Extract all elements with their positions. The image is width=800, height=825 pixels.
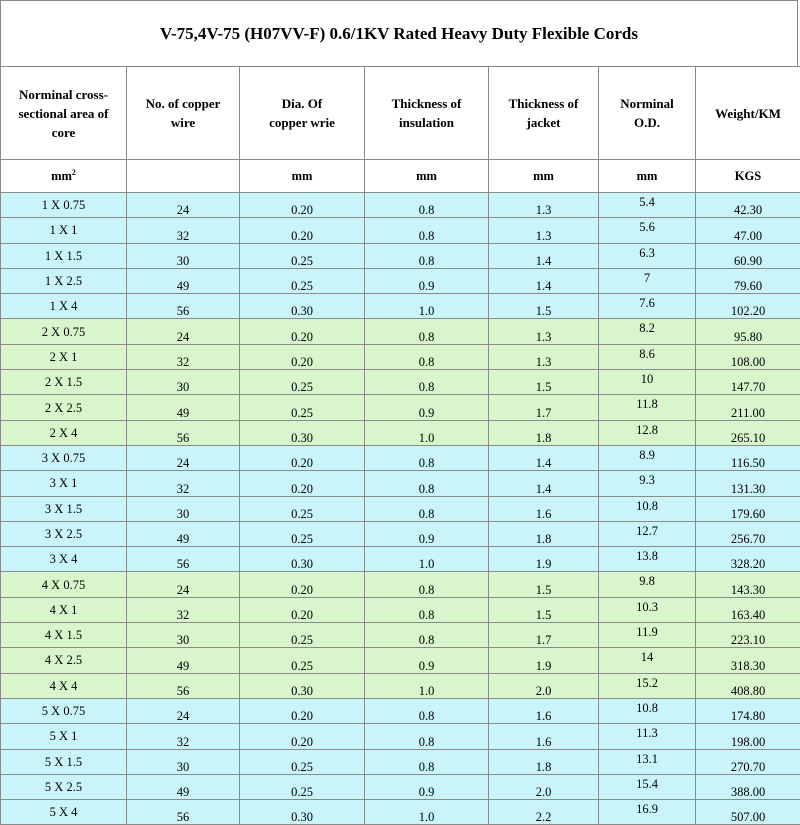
cell-insulation-thickness: 0.8 xyxy=(365,370,489,395)
cell-jacket-thickness: 1.8 xyxy=(489,521,599,546)
cell-cross-section: 1 X 1.5 xyxy=(1,243,127,268)
table-row xyxy=(1,344,800,369)
cell-weight: 79.60 xyxy=(696,268,800,293)
cell-jacket-thickness: 1.4 xyxy=(489,445,599,470)
cell-insulation-thickness: 0.8 xyxy=(365,724,489,749)
table-row xyxy=(1,521,800,546)
header-jacket-thickness: Thickness of jacket xyxy=(489,67,599,160)
cell-weight: 174.80 xyxy=(696,698,800,723)
cell-nominal-od: 15.4 xyxy=(599,774,696,799)
cell-nominal-od: 13.1 xyxy=(599,749,696,774)
table-row xyxy=(1,243,800,268)
cell-copper-wire-count: 49 xyxy=(127,648,240,673)
cell-nominal-od: 12.7 xyxy=(599,521,696,546)
cell-nominal-od: 10 xyxy=(599,370,696,395)
cell-jacket-thickness: 2.2 xyxy=(489,800,599,825)
table-row xyxy=(1,445,800,470)
cell-cross-section: 5 X 4 xyxy=(1,800,127,825)
cell-jacket-thickness: 1.4 xyxy=(489,471,599,496)
table-row xyxy=(1,774,800,799)
cell-copper-wire-count: 32 xyxy=(127,597,240,622)
cell-weight: 198.00 xyxy=(696,724,800,749)
cell-cross-section: 1 X 0.75 xyxy=(1,193,127,218)
cell-copper-wire-count: 30 xyxy=(127,496,240,521)
cell-nominal-od: 12.8 xyxy=(599,420,696,445)
cell-cross-section: 1 X 1 xyxy=(1,218,127,243)
cell-insulation-thickness: 0.8 xyxy=(365,496,489,521)
cell-copper-wire-diameter: 0.25 xyxy=(240,395,365,420)
cell-copper-wire-diameter: 0.25 xyxy=(240,370,365,395)
header-nominal-od: Norminal O.D. xyxy=(599,67,696,160)
cell-copper-wire-diameter: 0.20 xyxy=(240,597,365,622)
table-row xyxy=(1,749,800,774)
table-row xyxy=(1,572,800,597)
cell-copper-wire-count: 56 xyxy=(127,294,240,319)
table-row xyxy=(1,623,800,648)
header-weight: Weight/KM xyxy=(696,67,800,160)
table-title: V-75,4V-75 (H07VV-F) 0.6/1KV Rated Heavy Duty Flexible Cords xyxy=(0,0,798,66)
cell-weight: 265.10 xyxy=(696,420,800,445)
cell-cross-section: 4 X 1.5 xyxy=(1,623,127,648)
cell-copper-wire-count: 30 xyxy=(127,623,240,648)
cell-nominal-od: 7.6 xyxy=(599,294,696,319)
cell-copper-wire-count: 24 xyxy=(127,193,240,218)
cell-copper-wire-count: 30 xyxy=(127,243,240,268)
table-row xyxy=(1,471,800,496)
cell-weight: 179.60 xyxy=(696,496,800,521)
cell-jacket-thickness: 2.0 xyxy=(489,774,599,799)
table-row xyxy=(1,395,800,420)
cell-cross-section: 4 X 4 xyxy=(1,673,127,698)
table-row xyxy=(1,268,800,293)
cell-weight: 47.00 xyxy=(696,218,800,243)
header-cross-section: Norminal cross-sectional area of core xyxy=(1,67,127,160)
cell-insulation-thickness: 0.8 xyxy=(365,243,489,268)
cell-weight: 256.70 xyxy=(696,521,800,546)
table-row xyxy=(1,800,800,825)
cell-insulation-thickness: 1.0 xyxy=(365,673,489,698)
header-copper-wire-count: No. of copper wire xyxy=(127,67,240,160)
cell-cross-section: 3 X 1.5 xyxy=(1,496,127,521)
cell-insulation-thickness: 0.9 xyxy=(365,395,489,420)
cell-nominal-od: 11.9 xyxy=(599,623,696,648)
unit-cross-section: $mm^2$ xyxy=(1,160,127,193)
cell-copper-wire-count: 24 xyxy=(127,319,240,344)
cell-nominal-od: 10.8 xyxy=(599,496,696,521)
table-row xyxy=(1,193,800,218)
cell-copper-wire-diameter: 0.20 xyxy=(240,445,365,470)
cell-jacket-thickness: 1.8 xyxy=(489,749,599,774)
cell-copper-wire-count: 49 xyxy=(127,521,240,546)
cell-cross-section: 3 X 0.75 xyxy=(1,445,127,470)
cell-insulation-thickness: 0.8 xyxy=(365,471,489,496)
unit-copper-wire-diameter: mm xyxy=(240,160,365,193)
cell-jacket-thickness: 1.9 xyxy=(489,547,599,572)
cell-copper-wire-diameter: 0.20 xyxy=(240,572,365,597)
cell-weight: 143.30 xyxy=(696,572,800,597)
cell-jacket-thickness: 1.7 xyxy=(489,395,599,420)
table-row xyxy=(1,724,800,749)
cell-cross-section: 5 X 1.5 xyxy=(1,749,127,774)
cell-insulation-thickness: 0.8 xyxy=(365,218,489,243)
cell-copper-wire-diameter: 0.20 xyxy=(240,471,365,496)
cell-weight: 116.50 xyxy=(696,445,800,470)
cell-jacket-thickness: 1.3 xyxy=(489,344,599,369)
cell-jacket-thickness: 2.0 xyxy=(489,673,599,698)
cell-nominal-od: 5.4 xyxy=(599,193,696,218)
cell-insulation-thickness: 0.9 xyxy=(365,648,489,673)
unit-jacket-thickness: mm xyxy=(489,160,599,193)
cell-copper-wire-diameter: 0.20 xyxy=(240,193,365,218)
cell-weight: 328.20 xyxy=(696,547,800,572)
cell-weight: 211.00 xyxy=(696,395,800,420)
cell-jacket-thickness: 1.6 xyxy=(489,496,599,521)
cell-nominal-od: 10.8 xyxy=(599,698,696,723)
cell-cross-section: 4 X 0.75 xyxy=(1,572,127,597)
cell-copper-wire-diameter: 0.30 xyxy=(240,800,365,825)
cell-weight: 223.10 xyxy=(696,623,800,648)
cell-weight: 60.90 xyxy=(696,243,800,268)
header-row xyxy=(1,67,800,160)
table-row xyxy=(1,496,800,521)
cell-copper-wire-count: 24 xyxy=(127,572,240,597)
cell-cross-section: 5 X 0.75 xyxy=(1,698,127,723)
cell-jacket-thickness: 1.5 xyxy=(489,370,599,395)
cell-copper-wire-diameter: 0.30 xyxy=(240,294,365,319)
cell-nominal-od: 8.2 xyxy=(599,319,696,344)
cell-nominal-od: 6.3 xyxy=(599,243,696,268)
cell-insulation-thickness: 1.0 xyxy=(365,800,489,825)
table-row xyxy=(1,420,800,445)
cell-insulation-thickness: 0.8 xyxy=(365,749,489,774)
cell-cross-section: 5 X 2.5 xyxy=(1,774,127,799)
cell-cross-section: 2 X 1 xyxy=(1,344,127,369)
cell-copper-wire-diameter: 0.25 xyxy=(240,521,365,546)
table-row xyxy=(1,294,800,319)
cell-nominal-od: 11.8 xyxy=(599,395,696,420)
cell-nominal-od: 16.9 xyxy=(599,800,696,825)
cell-insulation-thickness: 0.8 xyxy=(365,319,489,344)
cell-insulation-thickness: 1.0 xyxy=(365,547,489,572)
cell-jacket-thickness: 1.4 xyxy=(489,243,599,268)
cell-cross-section: 2 X 2.5 xyxy=(1,395,127,420)
header-copper-wire-diameter: Dia. Of copper wrie xyxy=(240,67,365,160)
cell-copper-wire-diameter: 0.20 xyxy=(240,319,365,344)
cell-nominal-od: 5.6 xyxy=(599,218,696,243)
cell-cross-section: 3 X 2.5 xyxy=(1,521,127,546)
cell-insulation-thickness: 0.8 xyxy=(365,597,489,622)
cell-weight: 147.70 xyxy=(696,370,800,395)
cell-jacket-thickness: 1.6 xyxy=(489,698,599,723)
unit-insulation-thickness: mm xyxy=(365,160,489,193)
cell-insulation-thickness: 0.8 xyxy=(365,572,489,597)
cell-copper-wire-count: 32 xyxy=(127,724,240,749)
cell-cross-section: 3 X 1 xyxy=(1,471,127,496)
cell-copper-wire-diameter: 0.20 xyxy=(240,724,365,749)
cell-cross-section: 2 X 4 xyxy=(1,420,127,445)
cell-weight: 95.80 xyxy=(696,319,800,344)
cell-jacket-thickness: 1.7 xyxy=(489,623,599,648)
header-insulation-thickness: Thickness of insulation xyxy=(365,67,489,160)
table-row xyxy=(1,698,800,723)
cell-nominal-od: 13.8 xyxy=(599,547,696,572)
cable-spec-table xyxy=(0,66,800,825)
cell-jacket-thickness: 1.6 xyxy=(489,724,599,749)
cell-copper-wire-count: 49 xyxy=(127,395,240,420)
cell-jacket-thickness: 1.3 xyxy=(489,319,599,344)
cell-copper-wire-count: 24 xyxy=(127,445,240,470)
cell-copper-wire-diameter: 0.25 xyxy=(240,774,365,799)
cell-nominal-od: 11.3 xyxy=(599,724,696,749)
unit-nominal-od: mm xyxy=(599,160,696,193)
cell-copper-wire-count: 56 xyxy=(127,420,240,445)
cell-copper-wire-count: 30 xyxy=(127,370,240,395)
table-row xyxy=(1,597,800,622)
cell-weight: 270.70 xyxy=(696,749,800,774)
cell-weight: 163.40 xyxy=(696,597,800,622)
cell-jacket-thickness: 1.3 xyxy=(489,218,599,243)
cell-weight: 507.00 xyxy=(696,800,800,825)
cell-nominal-od: 10.3 xyxy=(599,597,696,622)
cell-weight: 318.30 xyxy=(696,648,800,673)
cell-copper-wire-count: 32 xyxy=(127,344,240,369)
cell-cross-section: 1 X 4 xyxy=(1,294,127,319)
cell-copper-wire-count: 56 xyxy=(127,673,240,698)
cell-insulation-thickness: 0.8 xyxy=(365,344,489,369)
table-row xyxy=(1,673,800,698)
cell-copper-wire-diameter: 0.30 xyxy=(240,673,365,698)
unit-weight: KGS xyxy=(696,160,800,193)
cell-cross-section: 2 X 1.5 xyxy=(1,370,127,395)
cell-copper-wire-diameter: 0.20 xyxy=(240,344,365,369)
cell-nominal-od: 7 xyxy=(599,268,696,293)
cell-cross-section: 3 X 4 xyxy=(1,547,127,572)
unit-copper-wire-count xyxy=(127,160,240,193)
cell-cross-section: 2 X 0.75 xyxy=(1,319,127,344)
cell-copper-wire-diameter: 0.25 xyxy=(240,648,365,673)
cell-cross-section: 5 X 1 xyxy=(1,724,127,749)
cell-nominal-od: 14 xyxy=(599,648,696,673)
cell-copper-wire-count: 32 xyxy=(127,471,240,496)
cell-copper-wire-diameter: 0.25 xyxy=(240,496,365,521)
cell-copper-wire-diameter: 0.20 xyxy=(240,698,365,723)
cell-weight: 131.30 xyxy=(696,471,800,496)
cell-copper-wire-diameter: 0.25 xyxy=(240,243,365,268)
cell-insulation-thickness: 0.8 xyxy=(365,193,489,218)
cell-nominal-od: 15.2 xyxy=(599,673,696,698)
cell-copper-wire-diameter: 0.25 xyxy=(240,623,365,648)
cell-nominal-od: 9.8 xyxy=(599,572,696,597)
cell-jacket-thickness: 1.8 xyxy=(489,420,599,445)
cell-cross-section: 4 X 2.5 xyxy=(1,648,127,673)
cell-copper-wire-count: 32 xyxy=(127,218,240,243)
cell-copper-wire-diameter: 0.30 xyxy=(240,547,365,572)
cell-cross-section: 1 X 2.5 xyxy=(1,268,127,293)
cell-copper-wire-count: 24 xyxy=(127,698,240,723)
cell-weight: 388.00 xyxy=(696,774,800,799)
cell-copper-wire-count: 49 xyxy=(127,774,240,799)
cell-insulation-thickness: 0.8 xyxy=(365,698,489,723)
cell-jacket-thickness: 1.5 xyxy=(489,597,599,622)
cell-insulation-thickness: 1.0 xyxy=(365,294,489,319)
cell-cross-section: 4 X 1 xyxy=(1,597,127,622)
cell-insulation-thickness: 0.8 xyxy=(365,623,489,648)
cell-copper-wire-diameter: 0.20 xyxy=(240,218,365,243)
table-row xyxy=(1,319,800,344)
cell-jacket-thickness: 1.5 xyxy=(489,572,599,597)
cell-insulation-thickness: 0.9 xyxy=(365,521,489,546)
cell-weight: 102.20 xyxy=(696,294,800,319)
cell-nominal-od: 8.9 xyxy=(599,445,696,470)
cell-weight: 108.00 xyxy=(696,344,800,369)
table-row xyxy=(1,370,800,395)
units-row xyxy=(1,160,800,193)
cell-copper-wire-count: 30 xyxy=(127,749,240,774)
cell-copper-wire-count: 56 xyxy=(127,547,240,572)
cell-copper-wire-count: 49 xyxy=(127,268,240,293)
table-row xyxy=(1,648,800,673)
table-row xyxy=(1,547,800,572)
cell-nominal-od: 8.6 xyxy=(599,344,696,369)
cell-insulation-thickness: 0.9 xyxy=(365,774,489,799)
table-row xyxy=(1,218,800,243)
cell-copper-wire-diameter: 0.25 xyxy=(240,268,365,293)
cell-copper-wire-diameter: 0.25 xyxy=(240,749,365,774)
cell-insulation-thickness: 1.0 xyxy=(365,420,489,445)
cell-jacket-thickness: 1.3 xyxy=(489,193,599,218)
cell-nominal-od: 9.3 xyxy=(599,471,696,496)
cell-copper-wire-diameter: 0.30 xyxy=(240,420,365,445)
cell-jacket-thickness: 1.5 xyxy=(489,294,599,319)
cell-insulation-thickness: 0.9 xyxy=(365,268,489,293)
cell-weight: 408.80 xyxy=(696,673,800,698)
cell-jacket-thickness: 1.4 xyxy=(489,268,599,293)
cell-jacket-thickness: 1.9 xyxy=(489,648,599,673)
cell-weight: 42.30 xyxy=(696,193,800,218)
cell-copper-wire-count: 56 xyxy=(127,800,240,825)
cell-insulation-thickness: 0.8 xyxy=(365,445,489,470)
